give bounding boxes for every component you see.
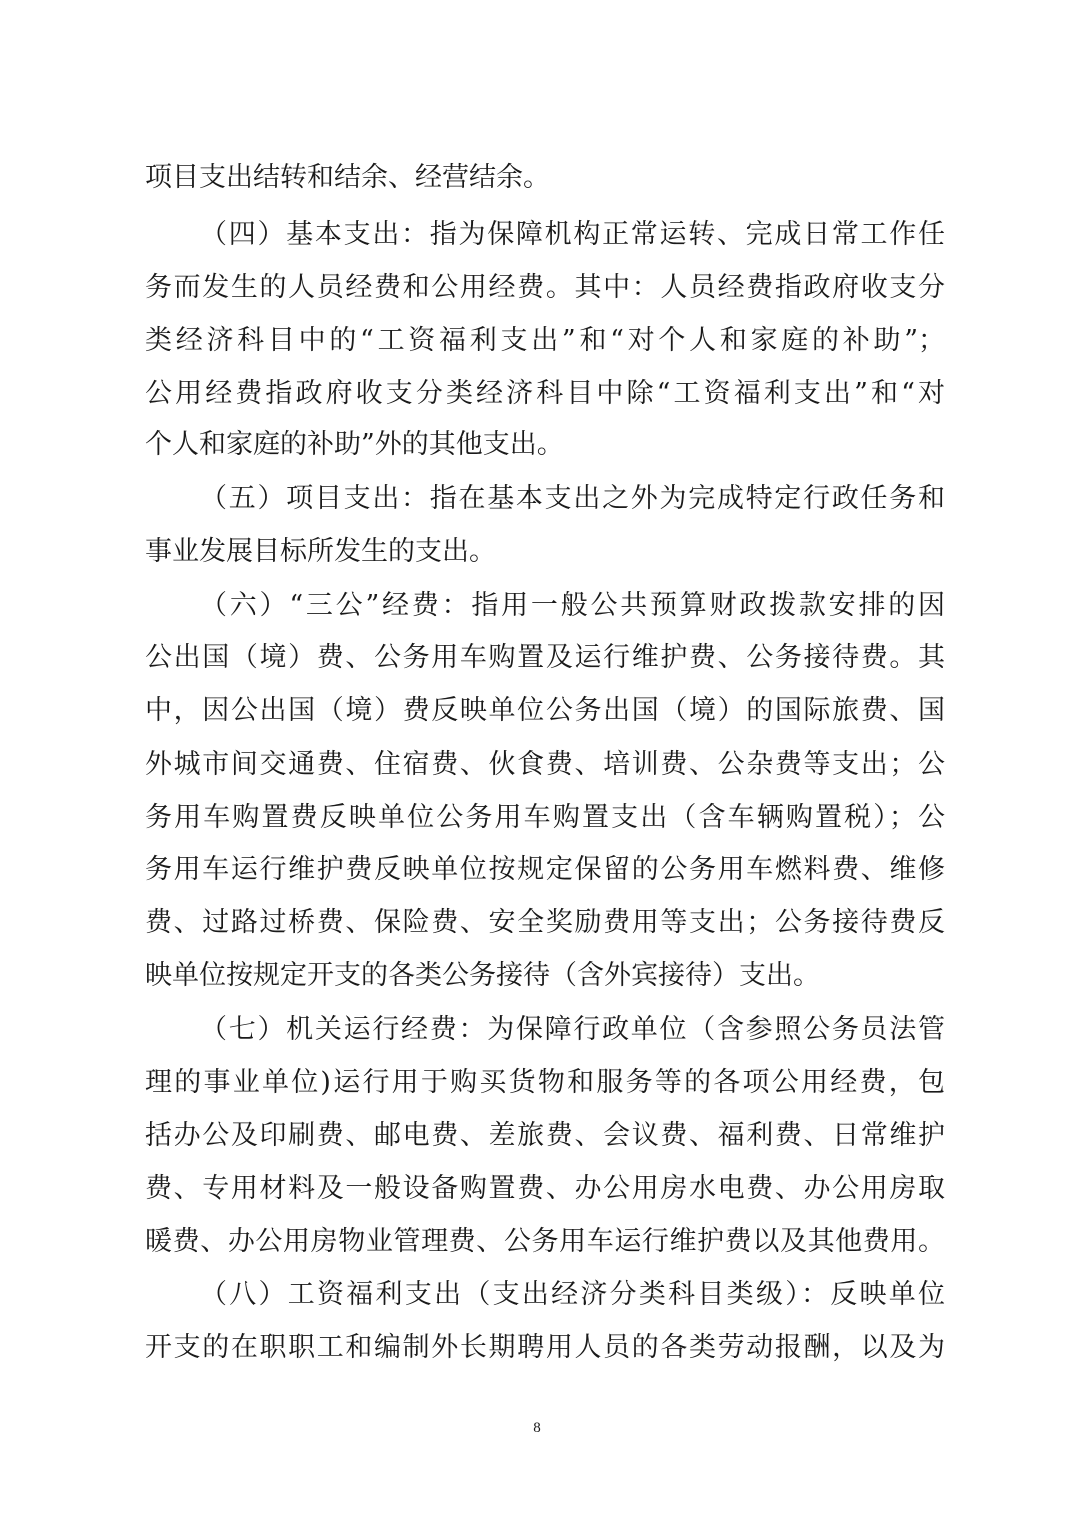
text-line: 公出国（境）费、公务用车购置及运行维护费、公务接待费。其 [145, 642, 945, 673]
text-line: 费、专用材料及一般设备购置费、办公用房水电费、办公用房取 [145, 1173, 945, 1204]
text-line: 公用经费指政府收支分类经济科目中除“工资福利支出”和“对 [145, 378, 945, 409]
text-line: 括办公及印刷费、邮电费、差旅费、会议费、福利费、日常维护 [145, 1120, 945, 1151]
text-line: 类经济科目中的“工资福利支出”和“对个人和家庭的补助”； [145, 325, 945, 356]
text-line: 理的事业单位)运行用于购买货物和服务等的各项公用经费，包 [145, 1067, 945, 1098]
text-line: 务用车运行维护费反映单位按规定保留的公务用车燃料费、维修 [145, 854, 945, 885]
text-line: （七）机关运行经费：为保障行政单位（含参照公务员法管 [200, 1014, 945, 1045]
text-line: 个人和家庭的补助”外的其他支出。 [145, 429, 564, 460]
text-line: （四）基本支出：指为保障机构正常运转、完成日常工作任 [200, 219, 945, 250]
text-line: 费、过路过桥费、保险费、安全奖励费用等支出；公务接待费反 [145, 907, 945, 938]
text-line: 暖费、办公用房物业管理费、公务用车运行维护费以及其他费用。 [145, 1226, 945, 1257]
text-line: （五）项目支出：指在基本支出之外为完成特定行政任务和 [200, 483, 945, 514]
text-line: （八）工资福利支出（支出经济分类科目类级）：反映单位 [200, 1279, 945, 1310]
text-line: 映单位按规定开支的各类公务接待（含外宾接待）支出。 [145, 960, 820, 991]
text-line: 开支的在职职工和编制外长期聘用人员的各类劳动报酬，以及为 [145, 1332, 945, 1363]
text-line: 务用车购置费反映单位公务用车购置支出（含车辆购置税）；公 [145, 802, 945, 833]
text-line: 务而发生的人员经费和公用经费。其中：人员经费指政府收支分 [145, 272, 945, 303]
text-line: 事业发展目标所发生的支出。 [145, 536, 496, 567]
text-line: 外城市间交通费、住宿费、伙食费、培训费、公杂费等支出；公 [145, 749, 945, 780]
text-line: 项目支出结转和结余、经营结余。 [145, 162, 550, 193]
text-line: （六）“三公”经费：指用一般公共预算财政拨款安排的因 [200, 590, 945, 621]
page-number: 8 [533, 1420, 541, 1436]
text-line: 中，因公出国（境）费反映单位公务出国（境）的国际旅费、国 [145, 695, 945, 726]
